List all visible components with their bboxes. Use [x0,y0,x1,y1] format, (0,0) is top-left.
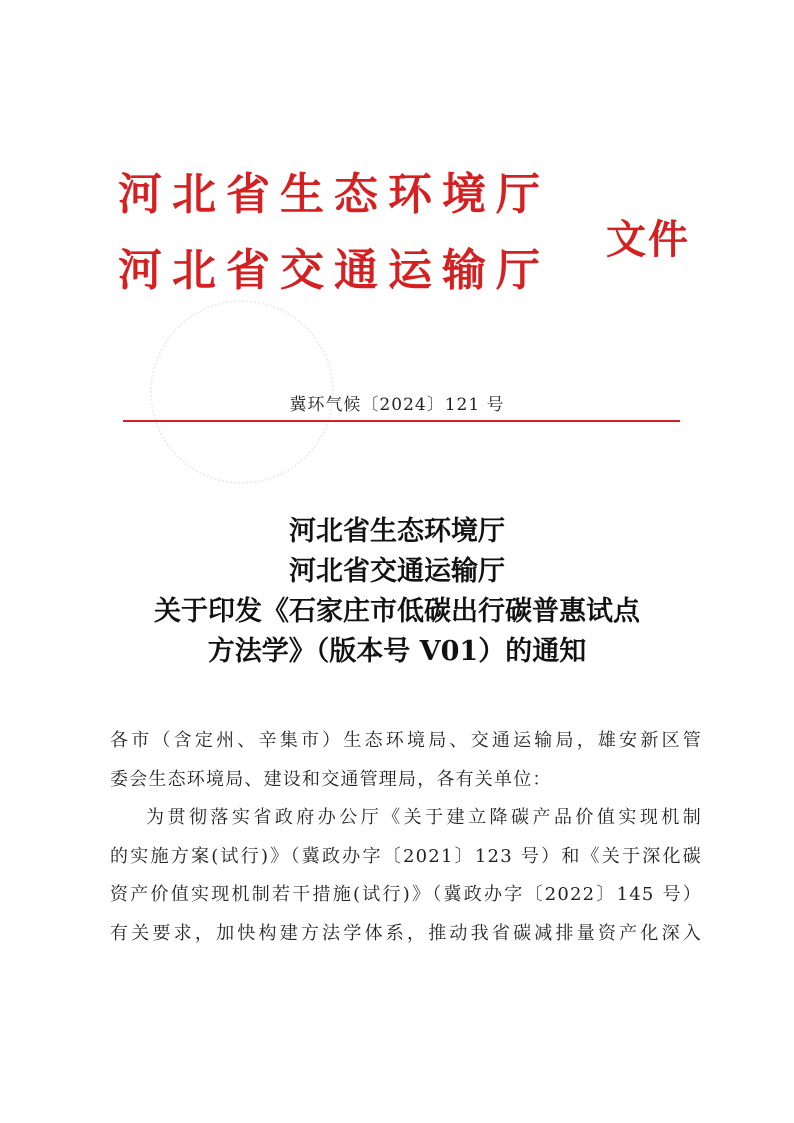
document-number: 冀环气候〔2024〕121 号 [289,395,505,415]
paragraph-line-3: 资产价值实现机制若干措施(试行)》（冀政办字〔2022〕145 号） [110,884,702,905]
red-separator-line [123,420,680,422]
document-body [110,722,702,953]
title-line-3: 关于印发《石家庄市低碳出行碳普惠试点 [154,596,640,627]
paragraph-line-1: 为贯彻落实省政府办公厅《关于建立降碳产品价值实现机制 [146,807,702,828]
addressee-line-2: 委会生态环境局、建设和交通管理局，各有关单位： [110,768,552,790]
title-line-4: 方法学》（版本号 V01）的通知 [207,636,587,667]
document-title [0,512,794,672]
addressee-line-1: 各市（含定州、辛集市）生态环境局、交通运输局，雄安新区管 [110,730,702,751]
masthead-suffix: 文件 [606,216,690,263]
masthead-agency-2: 河北省交通运输厅 [118,245,550,296]
title-line-2: 河北省交通运输厅 [289,556,505,587]
paragraph-line-4: 有关要求，加快构建方法学体系，推动我省碳减排量资产化深入 [110,922,702,944]
paragraph-line-2: 的实施方案(试行)》（冀政办字〔2021〕123 号）和《关于深化碳 [110,845,702,867]
masthead-agency-1: 河北省生态环境厅 [118,169,550,220]
title-line-1: 河北省生态环境厅 [289,516,505,547]
